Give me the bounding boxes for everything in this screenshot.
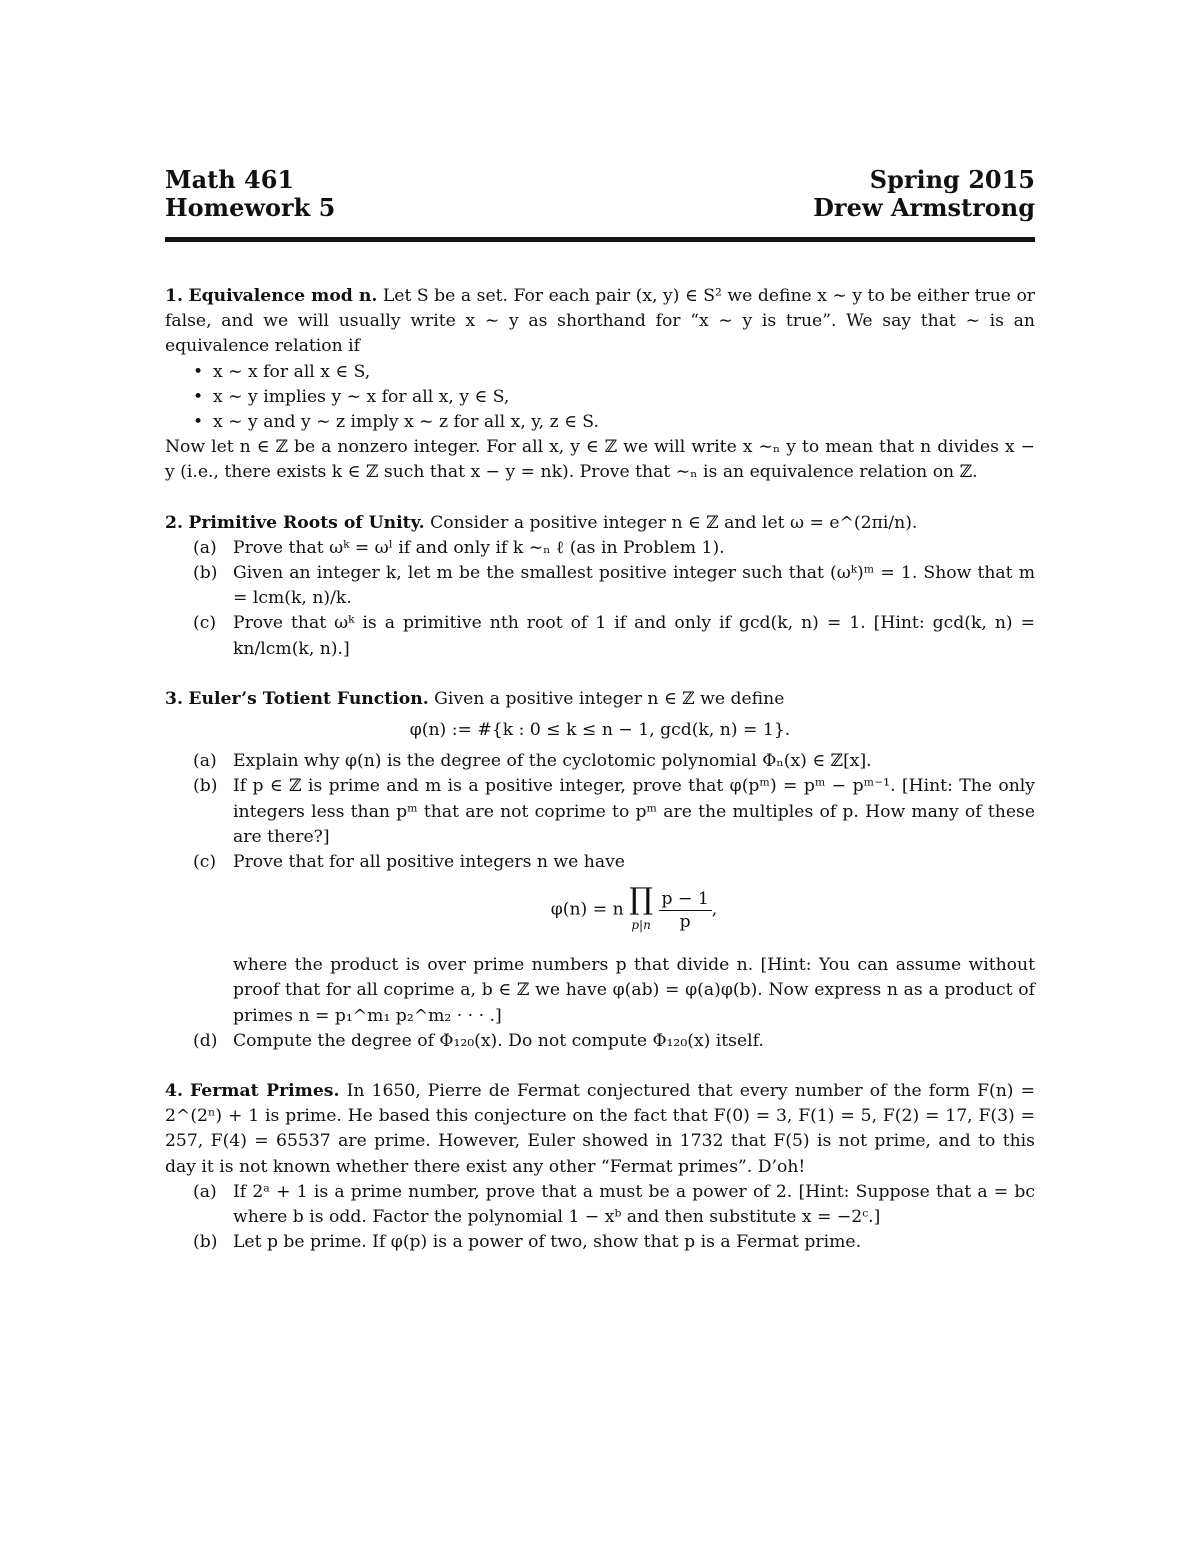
part-text: Let p be prime. If φ(p) is a power of two, show that p is a Fermat prime.: [233, 1232, 862, 1253]
part-label: (c): [193, 613, 217, 634]
problem-3: [165, 687, 1035, 1054]
formula-explanation: where the product is over prime numbers p that divide n. [Hint: You can assume without proof that for all coprime a, b ∈ ℤ we have φ(ab) = φ(a)φ(b). Now express n as a product of primes n = p₁^m₁ p₂^m₂ · · · .]: [233, 955, 1035, 1026]
fraction-denominator: p: [679, 911, 691, 932]
problem-part: [193, 1029, 1035, 1054]
product-symbol: ∏: [629, 882, 654, 918]
fraction-numerator: p − 1: [659, 888, 712, 911]
problem-part: [193, 611, 1035, 661]
course-title: Math 461: [165, 165, 295, 194]
problem-number: 4.: [165, 1081, 183, 1102]
problem-3-intro: [165, 687, 1035, 712]
part-text: Given an integer k, let m be the smallest positive integer such that (ωᵏ)ᵐ = 1. Show that m = lcm(k, n)/k.: [233, 563, 1035, 609]
problem-1: [165, 284, 1035, 486]
term: Spring 2015: [869, 165, 1035, 194]
problem-part: [193, 774, 1035, 850]
problem-1-intro: [165, 284, 1035, 360]
problem-1-body: Now let n ∈ ℤ be a nonzero integer. For all x, y ∈ ℤ we will write x ∼ₙ y to mean that n divides x − y (i.e., there exists k ∈ ℤ such that x − y = nk). Prove that ∼ₙ is an equivalence relation on ℤ.: [165, 437, 1035, 483]
list-item: • x ∼ y and y ∼ z imply x ∼ z for all x, y, z ∈ S.: [213, 410, 1035, 435]
part-label: (b): [193, 563, 218, 584]
product-subscript: p|n: [631, 918, 651, 933]
problem-title: Equivalence mod n.: [188, 286, 378, 306]
part-label: (b): [193, 776, 218, 797]
problem-part: [193, 1230, 1035, 1255]
part-label: (a): [193, 751, 217, 772]
product-formula: [233, 882, 1035, 941]
header-row-2: [165, 194, 1035, 222]
part-label: (a): [193, 537, 217, 558]
problem-title: Fermat Primes.: [190, 1081, 340, 1102]
part-text: If p ∈ ℤ is prime and m is a positive integer, prove that φ(pᵐ) = pᵐ − pᵐ⁻¹. [Hint: The only integers less than pᵐ that are not coprime to pᵐ are the multiples of p. How many of these are there?]: [233, 776, 1035, 847]
product-operator: [629, 882, 654, 935]
problem-2-parts: [165, 536, 1035, 662]
problem-part: [193, 749, 1035, 774]
problem-number: 1.: [165, 286, 183, 306]
problem-2: [165, 511, 1035, 662]
list-item: • x ∼ x for all x ∈ S,: [213, 360, 1035, 385]
problem-text: Given a positive integer n ∈ ℤ we define: [434, 688, 785, 709]
problem-4-intro: [165, 1079, 1035, 1180]
problem-number: 2.: [165, 512, 183, 533]
problem-2-intro: [165, 511, 1035, 536]
equivalence-conditions: [165, 360, 1035, 436]
problem-part: [193, 561, 1035, 611]
part-text: Compute the degree of Φ₁₂₀(x). Do not compute Φ₁₂₀(x) itself.: [233, 1030, 764, 1051]
formula-tail: ,: [711, 899, 718, 920]
part-text: Prove that ωᵏ = ωˡ if and only if k ∼ₙ ℓ (as in Problem 1).: [233, 537, 725, 558]
problem-text: Consider a positive integer n ∈ ℤ and let ω = e^(2πi/n).: [430, 512, 918, 533]
problem-4-parts: [165, 1180, 1035, 1256]
problem-text: In 1650, Pierre de Fermat conjectured that every number of the form F(n) = 2^(2ⁿ) + 1 is prime. He based this conjecture on the fact that F(0) = 3, F(1) = 5, F(2) = 17, F(3) = 257, F(4) = 65537 are prime. However, Euler showed in 1732 that F(5) is not prime, and to this day it is not known whether there exist any other “Fermat primes”. D’oh!: [165, 1081, 1035, 1177]
part-text: Prove that for all positive integers n we have: [233, 852, 625, 873]
problem-part: [193, 536, 1035, 561]
part-text: Prove that ωᵏ is a primitive nth root of 1 if and only if gcd(k, n) = 1. [Hint: gcd(k, n) = kn/lcm(k, n).]: [233, 613, 1035, 659]
totient-definition: φ(n) := #{k : 0 ≤ k ≤ n − 1, gcd(k, n) = 1}.: [409, 720, 791, 741]
document-body: [165, 284, 1035, 1281]
document-header: [165, 166, 1035, 222]
part-label: (b): [193, 1232, 218, 1253]
problem-4: [165, 1079, 1035, 1255]
problem-part: [193, 850, 1035, 1029]
fraction: [659, 888, 712, 933]
header-rule: [165, 237, 1035, 242]
part-label: (a): [193, 1181, 217, 1202]
problem-text: Let S be a set. For each pair (x, y) ∈ S² we define x ∼ y to be either true or false, and we will usually write x ∼ y as shorthand for “x ∼ y is true”. We say that ∼ is an equivalence relation if: [165, 286, 1036, 357]
part-text: Explain why φ(n) is the degree of the cyclotomic polynomial Φₙ(x) ∈ ℤ[x].: [233, 751, 872, 772]
problem-title: Euler’s Totient Function.: [188, 688, 429, 709]
assignment-title: Homework 5: [165, 193, 336, 222]
list-item: • x ∼ y implies y ∼ x for all x, y ∈ S,: [213, 385, 1035, 410]
problem-title: Primitive Roots of Unity.: [188, 512, 425, 533]
part-text: If 2ᵃ + 1 is a prime number, prove that a must be a power of 2. [Hint: Suppose that a = bc where b is odd. Factor the polynomial 1 − xᵇ and then substitute x = −2ᶜ.]: [233, 1181, 1035, 1228]
part-label: (d): [193, 1030, 218, 1051]
author: Drew Armstrong: [813, 193, 1035, 222]
problem-3-parts: [165, 749, 1035, 1054]
formula-lhs: φ(n) = n: [550, 899, 624, 920]
problem-part: [193, 1180, 1035, 1230]
problem-number: 3.: [165, 688, 183, 709]
header-row-1: [165, 166, 1035, 194]
part-label: (c): [193, 852, 217, 873]
